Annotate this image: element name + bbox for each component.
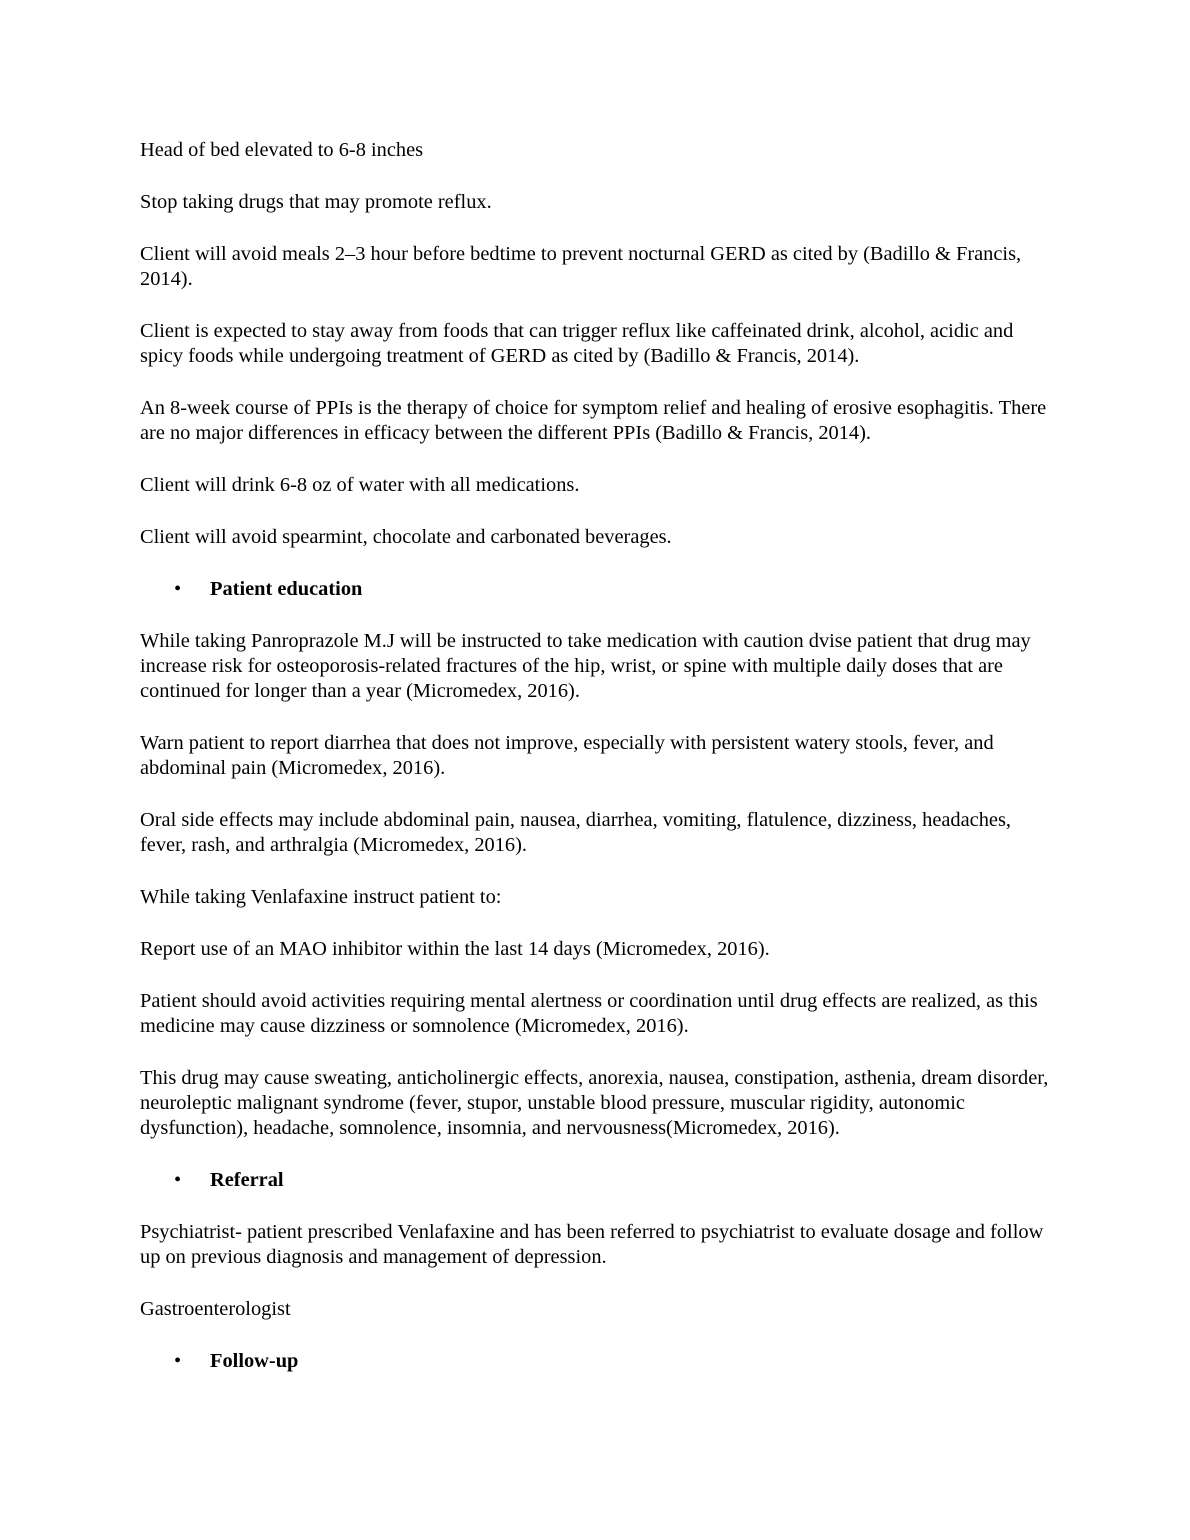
section-heading-referral (140, 1168, 1055, 1193)
document-page (140, 138, 1055, 1401)
bullet-icon: • (174, 1169, 182, 1191)
paragraph-mental-alertness: Patient should avoid activities requiring mental alertness or coordination until drug effects are realized, as this medicine may cause dizziness or somnolence (Micromedex, 2016). (140, 990, 1038, 1037)
section-heading-label: Follow-up (210, 1350, 299, 1372)
paragraph-stop-drugs: Stop taking drugs that may promote reflux. (140, 191, 492, 213)
bullet-icon: • (174, 578, 182, 600)
paragraph-psychiatrist-referral: Psychiatrist- patient prescribed Venlafaxine and has been referred to psychiatrist to evaluate dosage and follow up on previous diagnosis and management of depression. (140, 1221, 1044, 1268)
paragraph-pantoprazole-caution: While taking Panroprazole M.J will be instructed to take medication with caution dvise patient that drug may increase risk for osteoporosis-related fractures of the hip, wrist, or spine with multiple daily doses that are continued for longer than a year (Micromedex, 2016). (140, 630, 1031, 702)
section-heading-follow-up (140, 1349, 1055, 1374)
section-heading-patient-education (140, 577, 1055, 602)
paragraph-venlafaxine-instruct: While taking Venlafaxine instruct patient to: (140, 886, 502, 908)
paragraph-gastroenterologist: Gastroenterologist (140, 1298, 291, 1320)
paragraph-warn-diarrhea: Warn patient to report diarrhea that does not improve, especially with persistent watery stools, fever, and abdominal pain (Micromedex, 2016). (140, 732, 994, 779)
paragraph-mao-inhibitor: Report use of an MAO inhibitor within the last 14 days (Micromedex, 2016). (140, 938, 770, 960)
paragraph-drink-water: Client will drink 6-8 oz of water with all medications. (140, 474, 580, 496)
paragraph-head-of-bed: Head of bed elevated to 6-8 inches (140, 139, 424, 161)
section-heading-label: Referral (210, 1169, 284, 1191)
paragraph-venlafaxine-side-effects: This drug may cause sweating, anticholinergic effects, anorexia, nausea, constipation, asthenia, dream disorder, neuroleptic malignant syndrome (fever, stupor, unstable blood pressure, muscular rigidity, autonomic dysfunction), headache, somnolence, insomnia, and nervousness(Micromedex, 2016). (140, 1067, 1049, 1139)
paragraph-avoid-spearmint: Client will avoid spearmint, chocolate and carbonated beverages. (140, 526, 672, 548)
paragraph-oral-side-effects: Oral side effects may include abdominal pain, nausea, diarrhea, vomiting, flatulence, dizziness, headaches, fever, rash, and arthralgia (Micromedex, 2016). (140, 809, 1011, 856)
paragraph-avoid-meals: Client will avoid meals 2–3 hour before bedtime to prevent nocturnal GERD as cited by (Badillo & Francis, 2014). (140, 243, 1022, 290)
paragraph-trigger-foods: Client is expected to stay away from foods that can trigger reflux like caffeinated drink, alcohol, acidic and spicy foods while undergoing treatment of GERD as cited by (Badillo & Francis, 2014). (140, 320, 1014, 367)
bullet-icon: • (174, 1350, 182, 1372)
section-heading-label: Patient education (210, 578, 363, 600)
paragraph-ppi-course: An 8-week course of PPIs is the therapy of choice for symptom relief and healing of erosive esophagitis. There are no major differences in efficacy between the different PPIs (Badillo & Francis, 2014). (140, 397, 1047, 444)
